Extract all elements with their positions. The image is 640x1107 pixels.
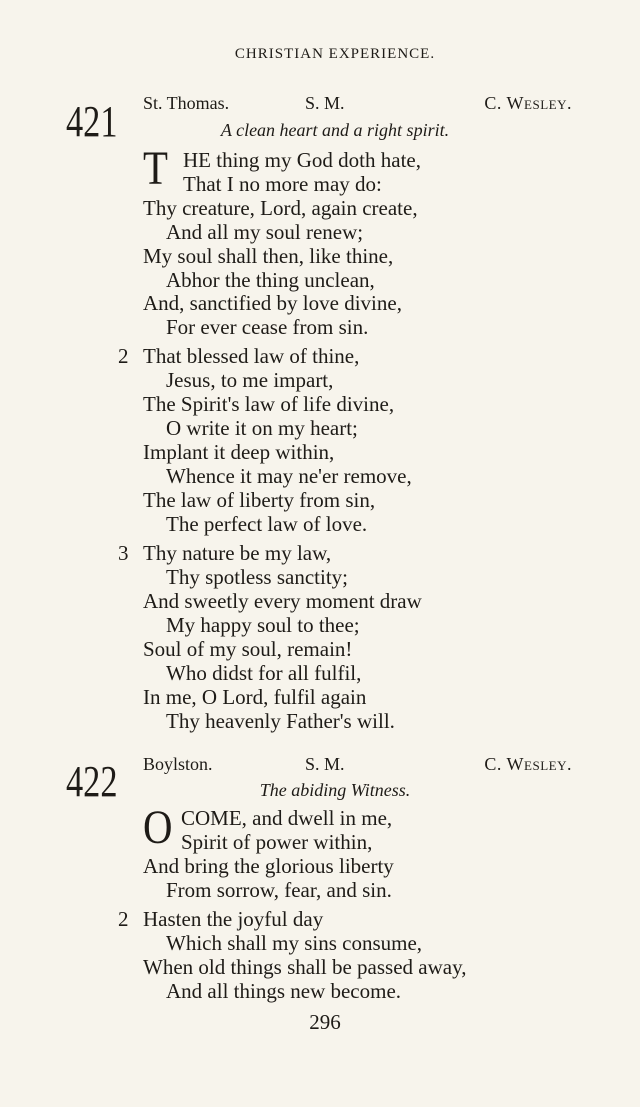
verse-line: Spirit of power within, <box>181 830 373 854</box>
verse-line: Implant it deep within, <box>143 440 335 464</box>
verse-line: And bring the glorious liberty <box>143 854 394 878</box>
verse-line: Who didst for all fulfil, <box>166 661 362 685</box>
verse-line: From sorrow, fear, and sin. <box>166 878 392 902</box>
verse-line: And, sanctified by love divine, <box>143 291 402 315</box>
drop-cap: O <box>143 801 173 854</box>
verse-line: Thy creature, Lord, again create, <box>143 196 418 220</box>
stanza-number: 2 <box>118 344 129 368</box>
verse-line: That I no more may do: <box>183 172 382 196</box>
drop-cap: T <box>143 142 168 195</box>
verse-line: Whence it may ne'er remove, <box>166 464 412 488</box>
running-head: CHRISTIAN EXPERIENCE. <box>234 46 436 62</box>
verse-line: My soul shall then, like thine, <box>143 244 394 268</box>
verse-line: Abhor the thing unclean, <box>166 268 375 292</box>
verse-line: The perfect law of love. <box>166 512 368 536</box>
verse-line: When old things shall be passed away, <box>143 955 467 979</box>
verse-line: Thy nature be my law, <box>143 541 332 565</box>
author: C. Wesley. <box>484 754 572 774</box>
hymn-meta <box>143 754 572 774</box>
verse-line: Which shall my sins consume, <box>166 931 423 955</box>
metre: S. M. <box>305 93 345 113</box>
author: C. Wesley. <box>484 93 572 113</box>
verse-line: HE thing my God doth hate, <box>183 148 421 172</box>
verse-line: The Spirit's law of life divine, <box>143 392 395 416</box>
verse-line: And all my soul renew; <box>166 220 364 244</box>
verse-line: That blessed law of thine, <box>143 344 360 368</box>
metre: S. M. <box>305 754 345 774</box>
verse-line: My happy soul to thee; <box>166 613 360 637</box>
hymn-subtitle: A clean heart and a right spirit. <box>220 120 450 140</box>
verse-line: Jesus, to me impart, <box>166 368 334 392</box>
page-number: 296 <box>309 1010 341 1034</box>
verse-line: Soul of my soul, remain! <box>143 637 353 661</box>
verse-line: COME, and dwell in me, <box>181 806 393 830</box>
hymn-number: 422 <box>66 757 118 806</box>
verse-line: The law of liberty from sin, <box>143 488 376 512</box>
verse-line: Thy spotless sanctity; <box>166 565 348 589</box>
hymn-subtitle: The abiding Witness. <box>259 780 411 800</box>
verse-line: Hasten the joyful day <box>143 907 324 931</box>
tune-name: St. Thomas. <box>143 93 230 113</box>
verse-line: For ever cease from sin. <box>166 315 369 339</box>
verse-line: Thy heavenly Father's will. <box>166 709 395 733</box>
stanza-number: 3 <box>118 541 129 565</box>
verse-line: In me, O Lord, fulfil again <box>143 685 367 709</box>
verse-line: And sweetly every moment draw <box>143 589 422 613</box>
hymn-meta <box>143 93 572 113</box>
verse-line: And all things new become. <box>166 979 402 1003</box>
tune-name: Boylston. <box>143 754 213 774</box>
stanza-number: 2 <box>118 907 129 931</box>
hymn-number: 421 <box>66 97 118 146</box>
verse-line: O write it on my heart; <box>166 416 358 440</box>
